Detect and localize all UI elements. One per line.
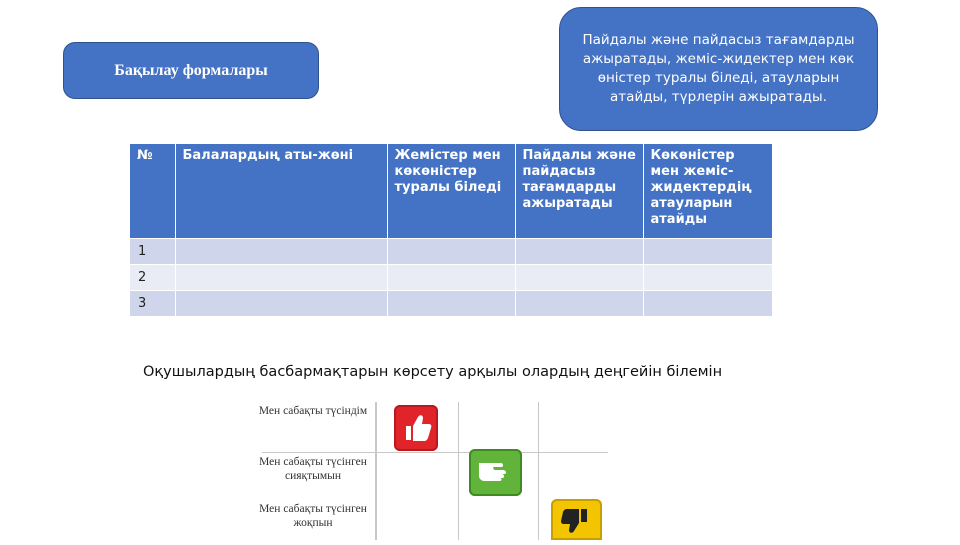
table-cell <box>643 290 772 316</box>
table-cell <box>643 238 772 264</box>
row-number: 2 <box>130 264 175 290</box>
thumbs-caption: Оқушылардың басбармақтарын көрсету арқылы олардың деңгейін білемін <box>143 364 723 380</box>
table-cell <box>175 290 387 316</box>
table-cell <box>515 290 643 316</box>
title-box <box>63 42 319 99</box>
row-label-understood: Мен сабақты түсіндім <box>258 405 368 417</box>
title-label: Бақылау формалары <box>114 61 268 79</box>
header-healthy-food: Пайдалы және пайдасыз тағамдарды ажыратады <box>515 144 643 238</box>
table-row <box>130 264 772 290</box>
chart-divider <box>458 402 459 540</box>
row-label-not-understood: Мен сабақты түсінген жоқпын <box>259 503 367 529</box>
assessment-table <box>130 144 772 316</box>
table-cell <box>643 264 772 290</box>
chart-divider <box>262 452 608 453</box>
table-cell <box>387 238 515 264</box>
chart-divider <box>538 402 539 540</box>
table-cell <box>515 264 643 290</box>
thumbs-sideways-icon <box>469 449 522 496</box>
description-text: Пайдалы және пайдасыз тағамдарды ажыратады, жеміс-жидектер мен көк өністер туралы біледі, атауларын атайды, түрлерін ажыратады. <box>582 32 855 105</box>
table-row <box>130 290 772 316</box>
row-label-think-understood: Мен сабақты түсінген сияқтымын <box>259 456 367 482</box>
table-cell <box>515 238 643 264</box>
description-box <box>559 7 878 131</box>
header-number: № <box>130 144 175 238</box>
header-names-fruits: Көкөністер мен жеміс-жидектердің атауларын атайды <box>643 144 772 238</box>
table-row <box>130 238 772 264</box>
header-knows-fruits: Жемістер мен көкөністер туралы біледі <box>387 144 515 238</box>
row-number: 3 <box>130 290 175 316</box>
table-cell <box>175 238 387 264</box>
table-cell <box>175 264 387 290</box>
thumbs-up-icon <box>394 405 438 451</box>
row-number: 1 <box>130 238 175 264</box>
chart-divider <box>375 402 377 540</box>
table-cell <box>387 290 515 316</box>
thumbs-down-icon <box>551 499 602 540</box>
header-child-name: Балалардың аты-жөні <box>175 144 387 238</box>
table-header-row <box>130 144 772 238</box>
table-cell <box>387 264 515 290</box>
